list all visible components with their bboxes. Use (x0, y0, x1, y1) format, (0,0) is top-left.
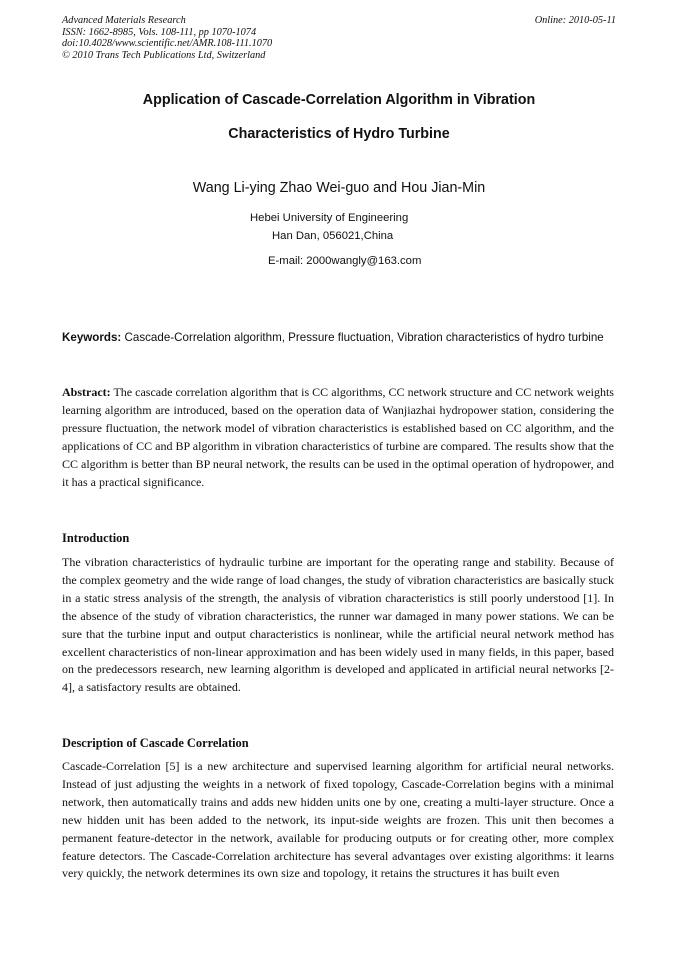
paper-title-line-2: Characteristics of Hydro Turbine (228, 126, 450, 142)
description-body: Cascade-Correlation [5] is a new architecture and supervised learning algorithm for artificial neural networks. Instead of just adjusting the weights in a network of fixed topology, Cascade-Correlation begins with a minimal network, then automatically trains and adds new hidden units one by one, creating a multi-layer structure. Once a new hidden unit has been added to the network, its input-side weights are frozen. This unit then becomes a permanent feature-detector in the network, available for producing outputs or for creating other, more complex feature detectors. The Cascade-Correlation architecture has several advantages over existing algorithms: it learns very quickly, the network determines its own size and topology, it retains the structures it has built even (62, 759, 614, 881)
description-heading: Description of Cascade Correlation (62, 736, 249, 750)
copyright-line: © 2010 Trans Tech Publications Ltd, Switzerland (62, 49, 266, 61)
affiliation-university: Hebei University of Engineering (250, 212, 409, 224)
keywords-text: Cascade-Correlation algorithm, Pressure fluctuation, Vibration characteristics of hydro turbine (124, 331, 604, 344)
author-list: Wang Li-ying Zhao Wei-guo and Hou Jian-Min (192, 180, 486, 196)
affiliation-address: Han Dan, 056021,China (272, 230, 394, 242)
keywords-label: Keywords: (62, 331, 122, 344)
journal-name: Advanced Materials Research (62, 15, 186, 26)
abstract-text: The cascade correlation algorithm that is CC algorithms, CC network structure and CC network weights learning algorithm are introduced, based on the operation data of Wanjiazhai hydropower station, considering the pressure fluctuation, the network model of vibration characteristics is established based on CC algorithm, and the applications of CC and BP algorithm in vibration characteristics of turbine are compared. The results show that the CC algorithm is better than BP neural network, the results can be used in the optimal operation of hydropower, and it has a practical significance. (62, 385, 614, 489)
abstract-label: Abstract: (62, 385, 111, 399)
introduction-body: The vibration characteristics of hydraulic turbine are important for the operating range and stability. Because of the complex geometry and the wide range of load changes, the study of vibration characteristics are basically stuck in a static stress analysis of the strength, the analysis of vibration characteristics is still poorly understood [1]. In the absence of the study of vibration characteristics, the runner war damaged in many power stations. We can be sure that the turbine input and output characteristics is nonlinear, while the artificial neural network method has excellent characteristics of non-linear approximation and has been widely used in many fields, in this paper, based on the predecessors research, new learning algorithm is developed and applicated in artificial neural networks [2-4], a satisfactory results are obtained. (62, 555, 614, 695)
online-date: Online: 2010-05-11 (534, 15, 616, 26)
issn-line: ISSN: 1662-8985, Vols. 108-111, pp 1070-1074 (62, 26, 257, 38)
paper-title-line-1: Application of Cascade-Correlation Algorithm in Vibration (142, 92, 536, 108)
page-header (62, 15, 616, 61)
abstract (62, 384, 614, 491)
doi-line: doi:10.4028/www.scientific.net/AMR.108-111.1070 (62, 38, 273, 50)
introduction-heading: Introduction (62, 531, 130, 545)
keywords (62, 329, 614, 347)
author-email: E-mail: 2000wangly@163.com (268, 255, 422, 267)
